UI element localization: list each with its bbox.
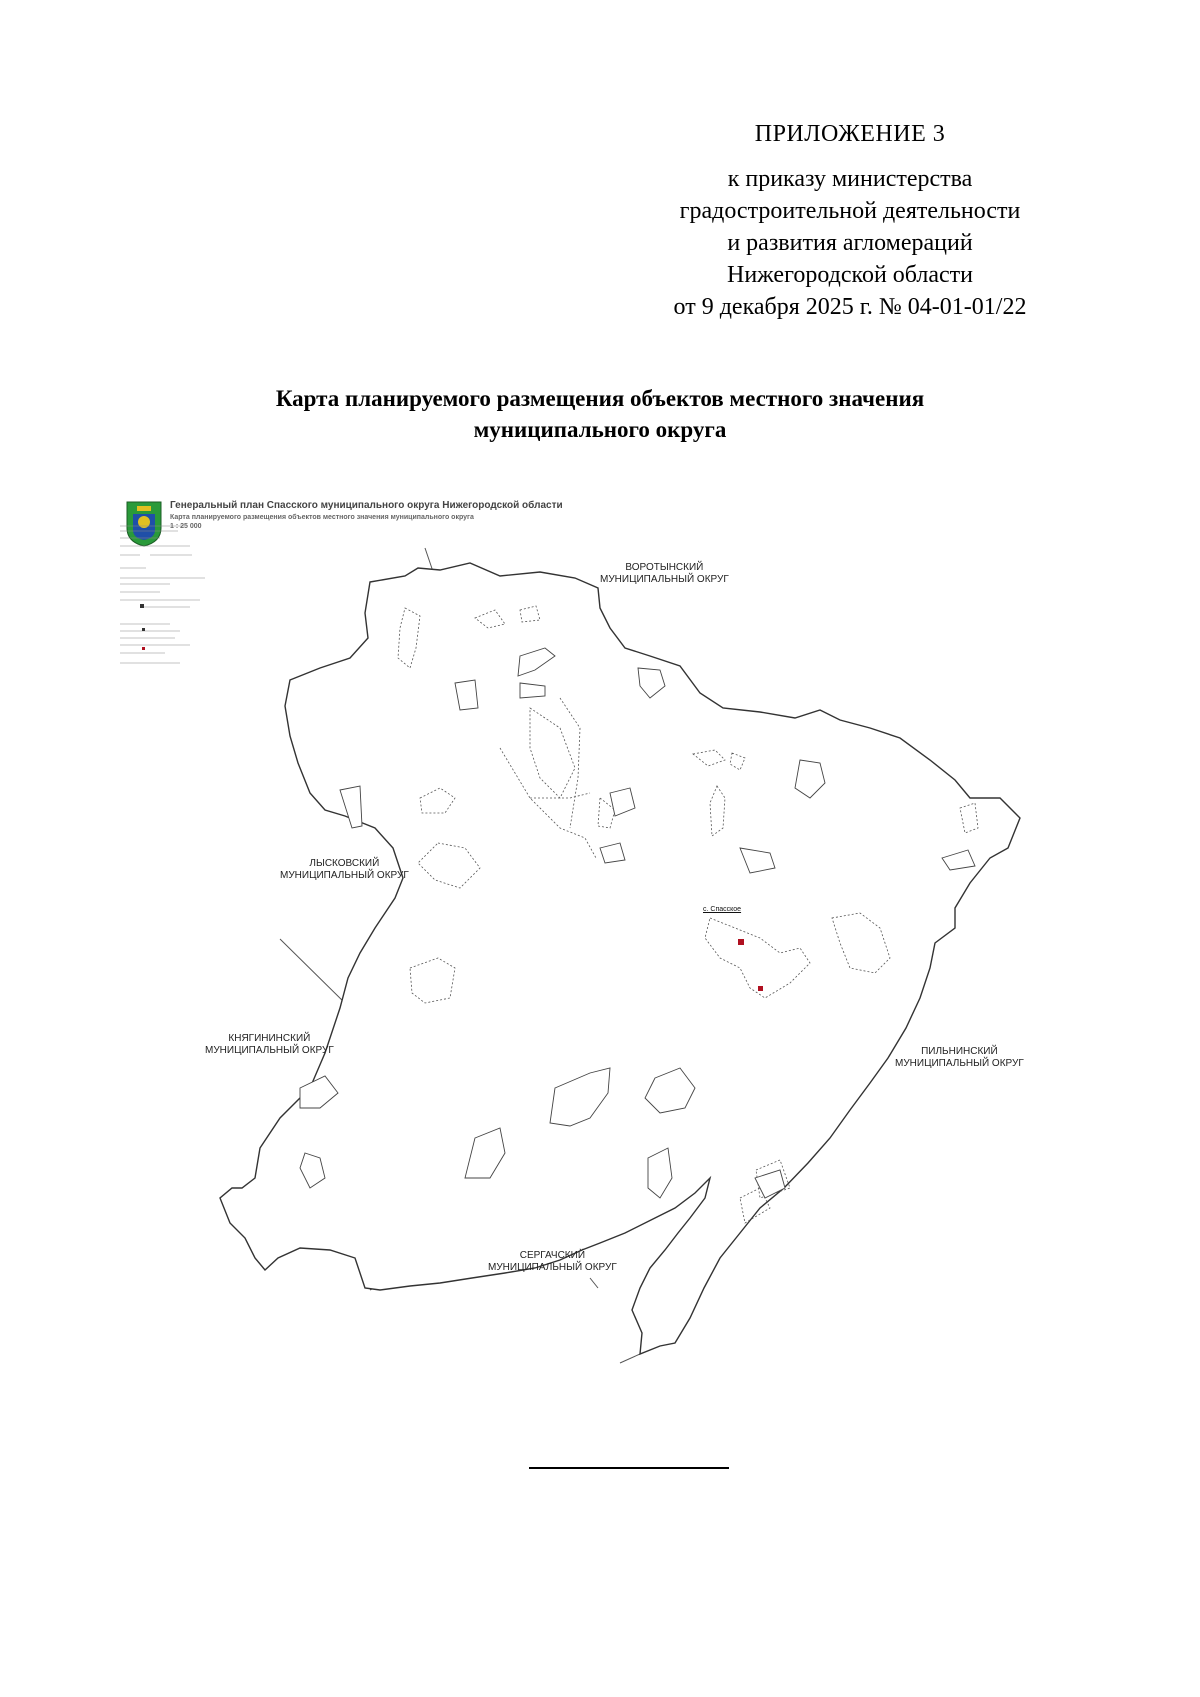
district-boundary (220, 563, 1020, 1354)
center-label: с. Спасское (703, 906, 742, 913)
appendix-title: ПРИЛОЖЕНИЕ 3 (754, 121, 946, 147)
appendix-line: градостроительной деятельности (679, 198, 1021, 224)
neighbor-label-sergachsky: СЕРГАЧСКИЙ МУНИЦИПАЛЬНЫЙ ОКРУГ (488, 1250, 617, 1273)
district-map (120, 498, 1130, 1408)
appendix-order-reference (600, 163, 1100, 323)
appendix-line: и развития агломераций (727, 230, 973, 256)
map-header-title: Генеральный план Спасского муниципального округа Нижегородской области (170, 500, 563, 511)
bottom-separator (529, 1467, 729, 1469)
center-marker-icon (758, 986, 763, 991)
legend-symbol-icon (140, 604, 144, 608)
neighbor-label-knyagininsky: КНЯГИНИНСКИЙ МУНИЦИПАЛЬНЫЙ ОКРУГ (205, 1033, 334, 1056)
appendix-line: от 9 декабря 2025 г. № 04-01-01/22 (673, 294, 1027, 320)
map-header-subtitle: Карта планируемого размещения объектов местного значения муниципального округа (170, 514, 474, 521)
legend-symbol-icon (142, 647, 145, 650)
legend-symbol-icon (142, 628, 145, 631)
map-legend (120, 526, 205, 663)
center-marker-icon (738, 939, 744, 945)
document-title-line: муниципального округа (473, 417, 727, 442)
document-title-line: Карта планируемого размещения объектов местного значения (275, 386, 925, 411)
map-scale: 1 : 25 000 (170, 523, 202, 530)
appendix-line: к приказу министерства (727, 166, 973, 192)
appendix-line: Нижегородской области (726, 262, 974, 288)
document-title (100, 383, 1100, 445)
neighbor-label-pilninsky: ПИЛЬНИНСКИЙ МУНИЦИПАЛЬНЫЙ ОКРУГ (895, 1046, 1024, 1069)
district-map-drawing (120, 498, 1130, 1408)
neighbor-label-vorotynsky: ВОРОТЫНСКИЙ МУНИЦИПАЛЬНЫЙ ОКРУГ (600, 562, 729, 585)
neighbor-label-lyskovsky: ЛЫСКОВСКИЙ МУНИЦИПАЛЬНЫЙ ОКРУГ (280, 858, 409, 881)
